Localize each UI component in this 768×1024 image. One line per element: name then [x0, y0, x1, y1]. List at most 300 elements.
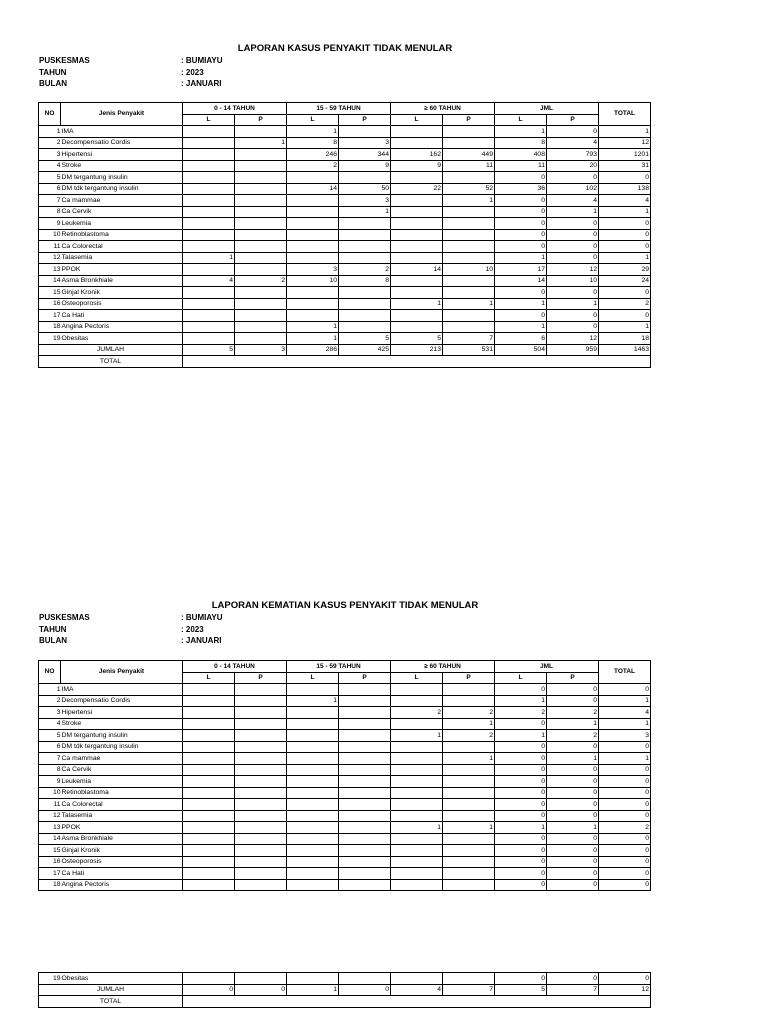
cell-value: 0 [547, 310, 599, 322]
cell-value: 1 [287, 695, 339, 707]
disease-name: Ca Colorectal [61, 241, 183, 253]
cell-value: 0 [547, 287, 599, 299]
cell-value [391, 287, 443, 299]
cell-value [443, 833, 495, 845]
disease-name: Hipertensi [61, 707, 183, 719]
cell-value: 1 [443, 298, 495, 310]
disease-name: Hipertensi [61, 149, 183, 161]
cell-value: 1 [599, 753, 651, 765]
cell-value: 1 [287, 126, 339, 138]
cell-value [391, 252, 443, 264]
cell-value [235, 810, 287, 822]
cell-value: 0 [599, 776, 651, 788]
table-row [39, 206, 651, 218]
cell-value [339, 787, 391, 799]
table-row [39, 973, 651, 985]
disease-name: Ca Hati [61, 310, 183, 322]
cell-value: 4 [599, 707, 651, 719]
cell-value [183, 333, 235, 345]
meta-value: : JANUARI [181, 636, 222, 645]
cell-value: 29 [599, 264, 651, 276]
cell-value [183, 126, 235, 138]
header-total: TOTAL [599, 103, 651, 126]
disease-name: Ginjal Kronik [61, 845, 183, 857]
cell-value [339, 718, 391, 730]
cell-value [235, 252, 287, 264]
deaths-table-continued [38, 972, 651, 1008]
row-no: 3 [39, 707, 61, 719]
cell-value [287, 833, 339, 845]
cell-value [339, 684, 391, 696]
cell-value: 0 [599, 310, 651, 322]
cell-value: 31 [599, 160, 651, 172]
cell-value [443, 287, 495, 299]
row-no: 6 [39, 741, 61, 753]
row-no: 14 [39, 275, 61, 287]
disease-name: Retinoblastoma [61, 229, 183, 241]
cell-value [235, 822, 287, 834]
cell-value [443, 241, 495, 253]
header-p: P [339, 672, 391, 684]
table-row [39, 252, 651, 264]
cell-value [183, 707, 235, 719]
table-row [39, 195, 651, 207]
cell-value: 50 [339, 183, 391, 195]
table-row [39, 287, 651, 299]
cell-value [183, 229, 235, 241]
header-age-group: 0 - 14 TAHUN [183, 661, 287, 673]
cell-value [443, 741, 495, 753]
cell-value [235, 707, 287, 719]
cell-value [235, 730, 287, 742]
disease-name: Leukemia [61, 218, 183, 230]
cell-value [339, 695, 391, 707]
disease-name: Osteoporosis [61, 856, 183, 868]
cell-value [339, 973, 391, 985]
disease-name: IMA [61, 126, 183, 138]
jumlah-label: JUMLAH [39, 984, 183, 996]
row-no: 11 [39, 241, 61, 253]
cell-value [391, 241, 443, 253]
row-no: 5 [39, 730, 61, 742]
cell-value [287, 973, 339, 985]
table-row [39, 833, 651, 845]
cell-value: 1 [495, 695, 547, 707]
cell-value [183, 833, 235, 845]
cell-value [183, 172, 235, 184]
cell-value [235, 183, 287, 195]
cell-value [183, 684, 235, 696]
cell-value: 0 [495, 879, 547, 891]
cell-value: 0 [599, 787, 651, 799]
table-row [39, 218, 651, 230]
cell-value [183, 264, 235, 276]
cell-value [391, 810, 443, 822]
cell-value: 1 [495, 730, 547, 742]
cell-value: 2 [599, 822, 651, 834]
jumlah-row [39, 344, 651, 356]
cell-value: 1 [547, 206, 599, 218]
cell-value [235, 195, 287, 207]
table-row [39, 695, 651, 707]
cell-value [391, 973, 443, 985]
cell-value [287, 856, 339, 868]
cell-value: 24 [599, 275, 651, 287]
cell-value [235, 753, 287, 765]
cell-value: 0 [495, 776, 547, 788]
table-row [39, 172, 651, 184]
cell-value [287, 787, 339, 799]
cell-value [391, 195, 443, 207]
disease-name: Leukemia [61, 776, 183, 788]
cell-value [443, 845, 495, 857]
cell-value: 0 [547, 868, 599, 880]
cell-value [183, 195, 235, 207]
table-row [39, 321, 651, 333]
table-row [39, 684, 651, 696]
row-no: 13 [39, 822, 61, 834]
cell-value: 0 [547, 695, 599, 707]
header-l: L [391, 114, 443, 126]
cell-value: 2 [443, 707, 495, 719]
cell-value [287, 195, 339, 207]
table-row [39, 810, 651, 822]
cell-value [287, 822, 339, 834]
report-title: LAPORAN KASUS PENYAKIT TIDAK MENULAR [237, 43, 453, 54]
cell-value: 4 [183, 275, 235, 287]
cell-value [235, 310, 287, 322]
meta-label: TAHUN [39, 625, 67, 634]
row-no: 18 [39, 879, 61, 891]
jumlah-value: 0 [339, 984, 391, 996]
cell-value [235, 287, 287, 299]
cell-value [391, 172, 443, 184]
cell-value [235, 776, 287, 788]
cell-value [287, 730, 339, 742]
header-age-group: ≥ 60 TAHUN [391, 103, 495, 115]
total-row [39, 356, 651, 368]
cell-value: 4 [599, 195, 651, 207]
cell-value: 0 [495, 810, 547, 822]
cell-value [391, 310, 443, 322]
cell-value [391, 741, 443, 753]
cell-value [183, 787, 235, 799]
jumlah-value: 4 [391, 984, 443, 996]
header-l: L [287, 114, 339, 126]
header-age-group: JML [495, 103, 599, 115]
cell-value [183, 321, 235, 333]
meta-value: : 2023 [181, 625, 204, 634]
cell-value [235, 229, 287, 241]
disease-name: Ca mammae [61, 753, 183, 765]
cell-value [183, 822, 235, 834]
cell-value: 36 [495, 183, 547, 195]
cell-value: 0 [599, 810, 651, 822]
cell-value [391, 799, 443, 811]
cell-value: 0 [495, 718, 547, 730]
table-row [39, 707, 651, 719]
disease-name: Ginjal Kronik [61, 287, 183, 299]
cell-value: 11 [443, 160, 495, 172]
meta-value: : 2023 [181, 68, 204, 77]
report-title: LAPORAN KEMATIAN KASUS PENYAKIT TIDAK MENULAR [211, 600, 479, 611]
header-age-group: JML [495, 661, 599, 673]
cell-value [339, 810, 391, 822]
cell-value: 1 [599, 321, 651, 333]
cell-value [443, 321, 495, 333]
cell-value: 0 [495, 868, 547, 880]
meta-puskesmas [39, 56, 339, 67]
cell-value [443, 172, 495, 184]
total-row [39, 996, 651, 1008]
disease-name: Talasemia [61, 252, 183, 264]
cell-value [443, 310, 495, 322]
cell-value [391, 695, 443, 707]
cell-value [287, 879, 339, 891]
cell-value: 12 [547, 333, 599, 345]
cell-value: 0 [495, 833, 547, 845]
table-row [39, 856, 651, 868]
cell-value [391, 229, 443, 241]
cell-value: 0 [599, 218, 651, 230]
cell-value: 0 [599, 856, 651, 868]
cell-value: 1 [287, 321, 339, 333]
header-l: L [287, 672, 339, 684]
cell-value: 7 [443, 333, 495, 345]
cell-value [443, 126, 495, 138]
row-no: 9 [39, 218, 61, 230]
disease-name: Decompensatio Cordis [61, 137, 183, 149]
cell-value [339, 833, 391, 845]
row-no: 2 [39, 695, 61, 707]
cell-value [183, 695, 235, 707]
cell-value: 14 [287, 183, 339, 195]
disease-name: Ca Cervik [61, 206, 183, 218]
cell-value [339, 707, 391, 719]
cell-value: 0 [495, 799, 547, 811]
disease-name: Angina Pectoris [61, 321, 183, 333]
cell-value [339, 753, 391, 765]
cell-value: 9 [391, 160, 443, 172]
cell-value: 2 [599, 298, 651, 310]
cell-value [287, 776, 339, 788]
header-l: L [495, 114, 547, 126]
cell-value [391, 856, 443, 868]
cell-value [339, 764, 391, 776]
cell-value: 449 [443, 149, 495, 161]
header-p: P [235, 114, 287, 126]
cell-value: 0 [547, 833, 599, 845]
cell-value: 0 [495, 287, 547, 299]
header-l: L [391, 672, 443, 684]
jumlah-value: 504 [495, 344, 547, 356]
cell-value [391, 137, 443, 149]
meta-puskesmas [39, 613, 339, 624]
cell-value [183, 137, 235, 149]
cell-value: 0 [495, 218, 547, 230]
cell-value: 0 [547, 764, 599, 776]
cell-value: 0 [599, 172, 651, 184]
cell-value [183, 298, 235, 310]
cell-value [235, 868, 287, 880]
header-p: P [443, 114, 495, 126]
header-jenis-penyakit: Jenis Penyakit [61, 103, 183, 126]
cell-value [391, 275, 443, 287]
row-no: 17 [39, 310, 61, 322]
cell-value: 0 [495, 845, 547, 857]
cell-value [443, 856, 495, 868]
cell-value [339, 252, 391, 264]
cell-value: 12 [547, 264, 599, 276]
cell-value [339, 799, 391, 811]
cell-value: 14 [495, 275, 547, 287]
cell-value [235, 856, 287, 868]
cell-value [443, 275, 495, 287]
cell-value: 4 [547, 137, 599, 149]
table-row [39, 879, 651, 891]
cell-value [443, 799, 495, 811]
jumlah-value: 213 [391, 344, 443, 356]
cell-value: 2 [443, 730, 495, 742]
cell-value [287, 241, 339, 253]
disease-name: DM tergantung insulin [61, 172, 183, 184]
cell-value [235, 149, 287, 161]
cell-value [287, 229, 339, 241]
cell-value [235, 879, 287, 891]
row-no: 5 [39, 172, 61, 184]
cell-value: 1 [443, 195, 495, 207]
disease-name: Osteoporosis [61, 298, 183, 310]
row-no: 12 [39, 252, 61, 264]
table-row [39, 333, 651, 345]
cell-value [235, 833, 287, 845]
cell-value: 0 [599, 833, 651, 845]
disease-name: DM tdk tergantung insulin [61, 183, 183, 195]
cell-value [235, 741, 287, 753]
table-row [39, 868, 651, 880]
cell-value [235, 206, 287, 218]
cell-value: 0 [547, 684, 599, 696]
cell-value: 1 [495, 252, 547, 264]
cell-value [339, 172, 391, 184]
row-no: 6 [39, 183, 61, 195]
cell-value: 0 [495, 684, 547, 696]
meta-label: BULAN [39, 636, 67, 645]
disease-name: IMA [61, 684, 183, 696]
table-row [39, 776, 651, 788]
cell-value: 1 [495, 321, 547, 333]
table-row [39, 822, 651, 834]
disease-name: Asma Bronkhiale [61, 275, 183, 287]
cell-value [339, 822, 391, 834]
cell-value: 0 [547, 741, 599, 753]
table-row [39, 787, 651, 799]
cell-value [235, 764, 287, 776]
cell-value: 0 [547, 776, 599, 788]
cell-value: 0 [495, 973, 547, 985]
cell-value: 2 [391, 707, 443, 719]
cell-value [287, 718, 339, 730]
disease-name: DM tdk tergantung insulin [61, 741, 183, 753]
cell-value: 0 [495, 206, 547, 218]
row-no: 16 [39, 298, 61, 310]
jumlah-value: 7 [443, 984, 495, 996]
header-no: NO [39, 661, 61, 684]
cell-value: 0 [599, 241, 651, 253]
cell-value [183, 730, 235, 742]
row-no: 18 [39, 321, 61, 333]
cell-value [183, 776, 235, 788]
cell-value [235, 333, 287, 345]
cell-value: 2 [287, 160, 339, 172]
cell-value [339, 287, 391, 299]
header-age-group: 15 - 59 TAHUN [287, 661, 391, 673]
cell-value [443, 810, 495, 822]
cell-value [183, 764, 235, 776]
cell-value [287, 741, 339, 753]
cell-value [339, 845, 391, 857]
cell-value: 0 [599, 868, 651, 880]
cell-value [287, 252, 339, 264]
cell-value: 138 [599, 183, 651, 195]
header-l: L [495, 672, 547, 684]
cell-value [183, 879, 235, 891]
cell-value [235, 718, 287, 730]
cell-value: 0 [495, 753, 547, 765]
cell-value: 14 [391, 264, 443, 276]
cell-value: 0 [495, 195, 547, 207]
cases-table [38, 102, 651, 368]
cell-value [183, 310, 235, 322]
cell-value [183, 799, 235, 811]
jumlah-value: 531 [443, 344, 495, 356]
disease-name: Stroke [61, 718, 183, 730]
table-row [39, 718, 651, 730]
cell-value [391, 126, 443, 138]
header-p: P [339, 114, 391, 126]
cell-value: 4 [547, 195, 599, 207]
cell-value: 0 [495, 764, 547, 776]
cell-value [183, 845, 235, 857]
header-row [39, 661, 651, 673]
cell-value: 246 [287, 149, 339, 161]
row-no: 7 [39, 195, 61, 207]
cell-value: 0 [495, 241, 547, 253]
cell-value: 1 [547, 822, 599, 834]
cell-value: 1 [495, 298, 547, 310]
row-no: 13 [39, 264, 61, 276]
header-l: L [183, 672, 235, 684]
cell-value: 10 [443, 264, 495, 276]
cell-value [339, 730, 391, 742]
cell-value [391, 868, 443, 880]
jumlah-value: 7 [547, 984, 599, 996]
disease-name: PPOK [61, 264, 183, 276]
header-row [39, 103, 651, 115]
cell-value: 1 [235, 137, 287, 149]
cell-value [235, 160, 287, 172]
row-no: 2 [39, 137, 61, 149]
cell-value: 3 [339, 137, 391, 149]
cell-value: 1 [495, 126, 547, 138]
cell-value [443, 787, 495, 799]
cell-value: 102 [547, 183, 599, 195]
cell-value: 2 [547, 707, 599, 719]
cell-value [443, 684, 495, 696]
jumlah-value: 286 [287, 344, 339, 356]
cell-value [183, 206, 235, 218]
cell-value [287, 868, 339, 880]
